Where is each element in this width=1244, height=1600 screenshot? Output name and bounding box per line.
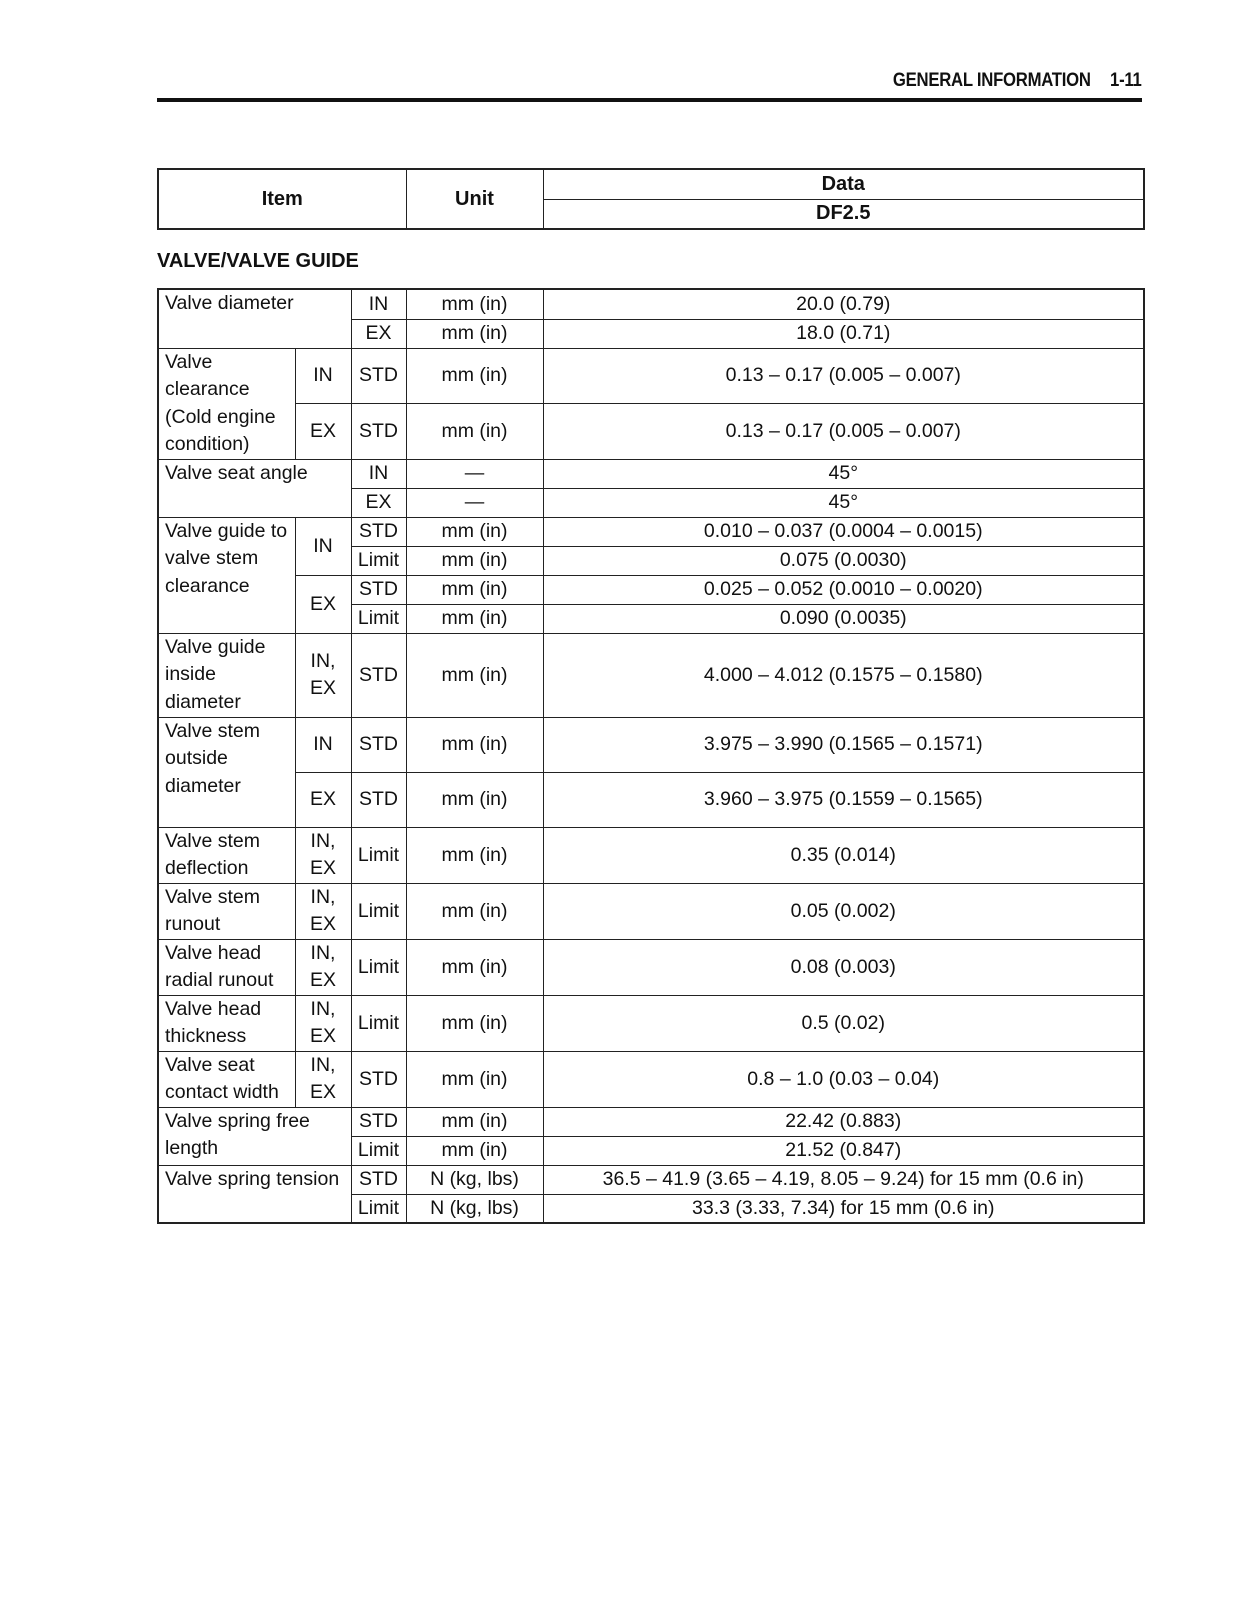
side-cell: IN: [295, 348, 351, 404]
value-cell: 20.0 (0.79): [543, 289, 1144, 319]
unit-cell: mm (in): [406, 1051, 543, 1107]
unit-cell: mm (in): [406, 827, 543, 883]
side-cell: IN, EX: [295, 1051, 351, 1107]
cond-cell: Limit: [351, 827, 406, 883]
item-cell: Valve head thickness: [158, 995, 295, 1051]
unit-cell: mm (in): [406, 319, 543, 348]
cond-cell: STD: [351, 772, 406, 827]
cond-cell: STD: [351, 517, 406, 546]
table-row: [158, 1107, 1144, 1136]
unit-cell: mm (in): [406, 348, 543, 404]
item-cell: Valve seat angle: [158, 459, 351, 517]
table-row: [158, 348, 1144, 404]
cond-cell: STD: [351, 1051, 406, 1107]
unit-cell: mm (in): [406, 717, 543, 772]
side-cell: IN: [351, 289, 406, 319]
unit-cell: mm (in): [406, 546, 543, 575]
value-cell: 0.13 – 0.17 (0.005 – 0.007): [543, 404, 1144, 460]
side-cell: EX: [295, 404, 351, 460]
item-cell: Valve spring free length: [158, 1107, 351, 1165]
unit-cell: —: [406, 459, 543, 488]
side-cell: EX: [351, 319, 406, 348]
value-cell: 0.090 (0.0035): [543, 604, 1144, 633]
unit-cell: mm (in): [406, 883, 543, 939]
unit-cell: mm (in): [406, 772, 543, 827]
page-number: 1-11: [1110, 70, 1142, 91]
cond-cell: Limit: [351, 604, 406, 633]
side-cell: IN, EX: [295, 827, 351, 883]
value-cell: 33.3 (3.33, 7.34) for 15 mm (0.6 in): [543, 1194, 1144, 1223]
cond-cell: STD: [351, 575, 406, 604]
table-row: [158, 995, 1144, 1051]
cond-cell: STD: [351, 717, 406, 772]
unit-cell: mm (in): [406, 289, 543, 319]
value-cell: 0.35 (0.014): [543, 827, 1144, 883]
table-row: [158, 827, 1144, 883]
section-name: GENERAL INFORMATION: [893, 70, 1092, 91]
side-cell: EX: [295, 772, 351, 827]
unit-cell: mm (in): [406, 1136, 543, 1165]
unit-cell: mm (in): [406, 633, 543, 717]
value-cell: 0.075 (0.0030): [543, 546, 1144, 575]
cond-cell: STD: [351, 1107, 406, 1136]
cond-cell: STD: [351, 633, 406, 717]
table-row: [158, 1051, 1144, 1107]
item-cell: Valve seat contact width: [158, 1051, 295, 1107]
cond-cell: Limit: [351, 939, 406, 995]
item-cell: Valve stem deflection: [158, 827, 295, 883]
side-cell: IN, EX: [295, 939, 351, 995]
cond-cell: STD: [351, 1165, 406, 1194]
value-cell: 0.025 – 0.052 (0.0010 – 0.0020): [543, 575, 1144, 604]
value-cell: 18.0 (0.71): [543, 319, 1144, 348]
data-header: Data: [543, 169, 1144, 199]
table-row: [158, 939, 1144, 995]
item-cell: Valve guide inside diameter: [158, 633, 295, 717]
unit-cell: mm (in): [406, 939, 543, 995]
unit-cell: —: [406, 488, 543, 517]
model-header: DF2.5: [543, 199, 1144, 229]
side-cell: EX: [295, 575, 351, 633]
cond-cell: Limit: [351, 1194, 406, 1223]
item-cell: Valve clearance (Cold engine condition): [158, 348, 295, 459]
value-cell: 45°: [543, 488, 1144, 517]
side-cell: IN: [295, 717, 351, 772]
side-cell: EX: [351, 488, 406, 517]
item-cell: Valve stem outside diameter: [158, 717, 295, 827]
table-row: [158, 1165, 1144, 1194]
unit-cell: N (kg, lbs): [406, 1194, 543, 1223]
table-row: [158, 517, 1144, 546]
cond-cell: Limit: [351, 883, 406, 939]
side-cell: IN: [295, 517, 351, 575]
item-header: Item: [158, 169, 406, 229]
cond-cell: STD: [351, 348, 406, 404]
spec-table: [157, 288, 1145, 1224]
value-cell: 36.5 – 41.9 (3.65 – 4.19, 8.05 – 9.24) for 15 mm (0.6 in): [543, 1165, 1144, 1194]
header-table: [157, 168, 1145, 230]
value-cell: 0.05 (0.002): [543, 883, 1144, 939]
table-row: [158, 717, 1144, 772]
unit-cell: mm (in): [406, 1107, 543, 1136]
table-row: [158, 883, 1144, 939]
item-cell: Valve spring tension: [158, 1165, 351, 1223]
item-cell: Valve head radial runout: [158, 939, 295, 995]
value-cell: 3.960 – 3.975 (0.1559 – 0.1565): [543, 772, 1144, 827]
item-cell: Valve stem runout: [158, 883, 295, 939]
unit-cell: mm (in): [406, 575, 543, 604]
unit-cell: mm (in): [406, 604, 543, 633]
value-cell: 0.5 (0.02): [543, 995, 1144, 1051]
side-cell: IN: [351, 459, 406, 488]
header-text: [893, 70, 1142, 92]
unit-cell: mm (in): [406, 995, 543, 1051]
side-cell: IN, EX: [295, 883, 351, 939]
page-header: [157, 66, 1142, 102]
side-cell: IN, EX: [295, 633, 351, 717]
value-cell: 0.010 – 0.037 (0.0004 – 0.0015): [543, 517, 1144, 546]
cond-cell: Limit: [351, 1136, 406, 1165]
value-cell: 21.52 (0.847): [543, 1136, 1144, 1165]
side-cell: IN, EX: [295, 995, 351, 1051]
value-cell: 4.000 – 4.012 (0.1575 – 0.1580): [543, 633, 1144, 717]
table-row: [158, 633, 1144, 717]
table-row: [158, 772, 1144, 827]
value-cell: 45°: [543, 459, 1144, 488]
item-cell: Valve guide to valve stem clearance: [158, 517, 295, 633]
cond-cell: Limit: [351, 995, 406, 1051]
unit-cell: N (kg, lbs): [406, 1165, 543, 1194]
section-title: VALVE/VALVE GUIDE: [157, 250, 359, 272]
value-cell: 3.975 – 3.990 (0.1565 – 0.1571): [543, 717, 1144, 772]
value-cell: 22.42 (0.883): [543, 1107, 1144, 1136]
unit-cell: mm (in): [406, 517, 543, 546]
cond-cell: STD: [351, 404, 406, 460]
table-row: [158, 575, 1144, 604]
item-cell: Valve diameter: [158, 289, 351, 348]
unit-cell: mm (in): [406, 404, 543, 460]
table-row: [158, 459, 1144, 488]
cond-cell: Limit: [351, 546, 406, 575]
value-cell: 0.08 (0.003): [543, 939, 1144, 995]
value-cell: 0.13 – 0.17 (0.005 – 0.007): [543, 348, 1144, 404]
unit-header: Unit: [406, 169, 543, 229]
value-cell: 0.8 – 1.0 (0.03 – 0.04): [543, 1051, 1144, 1107]
table-row: [158, 404, 1144, 460]
table-row: [158, 289, 1144, 319]
